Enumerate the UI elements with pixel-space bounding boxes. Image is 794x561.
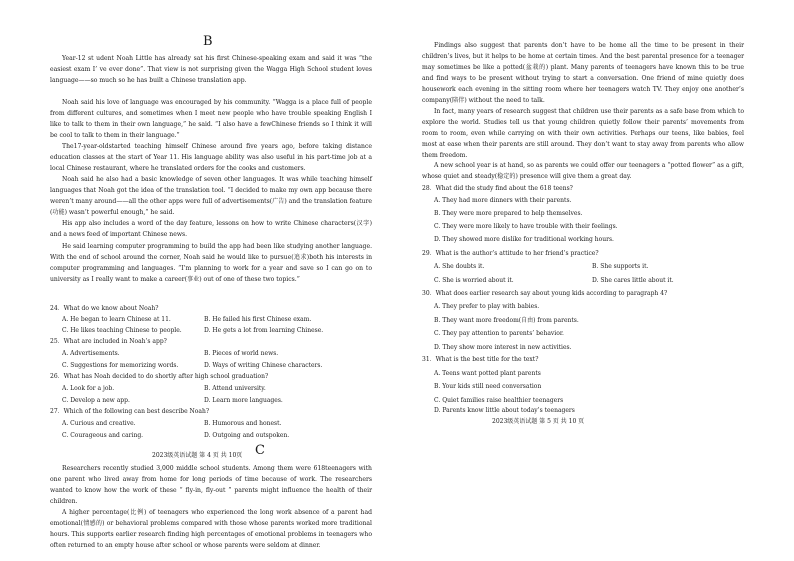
question-28: 28．What did the study find about the 618 teens?: [422, 185, 573, 192]
option[interactable]: D. Ways of writing Chinese characters.: [204, 362, 323, 369]
option[interactable]: A. They had more dinners with their parents.: [434, 197, 572, 204]
option[interactable]: C. Courageous and caring.: [62, 432, 144, 439]
option[interactable]: A. Advertisements.: [62, 350, 120, 357]
passage-c-paragraph: In fact, many years of research suggest that children use their parents as a safe base from which to explore the world. Studies tell us that young children quietly follow their parents’ movements from room to room, even while carrying on with their own activities. Perhaps our teens, like babies, feel most at ease when their parents are still around. They don’t want to stay away from parents who allow them freedom.: [422, 108, 744, 159]
question-24: 24．What do we know about Noah?: [50, 305, 159, 312]
option[interactable]: D. They showed more dislike for traditional working hours.: [434, 236, 614, 243]
option[interactable]: C. She is worried about it.: [434, 277, 514, 284]
question-27: 27．Which of the following can best describe Noah?: [50, 408, 210, 415]
option[interactable]: C. Develop a new app.: [62, 397, 130, 404]
passage-b-paragraph: Year-12 st udent Noah Little has already sat his first Chinese-speaking exam and said it was “the easiest exam I’ ve ever done”. That view is not surprising given the Wagga High School student loves language——so much so he has built a Chinese translation app.: [50, 55, 372, 84]
page-footer: 2023级英语试题 第 5 页 共 10 页: [492, 418, 585, 425]
option[interactable]: B. They were more prepared to help themselves.: [434, 210, 583, 217]
page-footer: 2023级英语试题 第 4 页 共 10页: [152, 452, 243, 459]
option[interactable]: D. Parents know little about today’s teenagers: [434, 407, 575, 414]
question-26: 26．What has Noah decided to do shortly after high school graduation?: [50, 373, 269, 380]
option[interactable]: B. He failed his first Chinese exam.: [204, 316, 312, 323]
option[interactable]: C. They were more likely to have trouble with their feelings.: [434, 223, 618, 230]
passage-c-paragraph: A new school year is at hand, so as parents we could offer our teenagers a “potted flower” as a gift, whose quiet and steady(稳定的) presence will give them a great day.: [422, 162, 744, 180]
option[interactable]: B. They want more freedom(自由) from parents.: [434, 317, 579, 324]
option[interactable]: A. Curious and creative.: [62, 420, 136, 427]
option[interactable]: A. Look for a job.: [62, 385, 115, 392]
option[interactable]: C. Suggestions for memorizing words.: [62, 362, 179, 369]
passage-b-paragraph: Noah said he also had a basic knowledge of seven other languages. It was while teaching himself languages that Noah got the idea of the translation tool. “I decided to make my own app because there weren’t many around——all the other apps were full of advertisements(广告) and the translation feature (功能) wasn’t powerful enough,” he said.: [50, 176, 372, 216]
question-25: 25．What are included in Noah’s app?: [50, 338, 167, 345]
passage-b-paragraph: Noah said his love of language was encouraged by his community. “Wagga is a place full of people from different cultures, and sometimes when I meet new people who have trouble speaking English I like to talk to them in their own language,” he said. “I also have a fewChinese friends so I think it will be cool to talk to them in their language.”: [50, 99, 372, 139]
option[interactable]: C. They pay attention to parents’ behavior.: [434, 330, 564, 337]
passage-c-paragraph: Researchers recently studied 3,000 middle school students. Among them were 618teenagers with one parent who lived away from home for long periods of time because of work. The researchers wanted to know how the work of these “ fly-in, fly-out ” parents might influence the health of their children.: [50, 465, 372, 505]
section-c-heading: C: [255, 443, 265, 458]
option[interactable]: D. They show more interest in new activities.: [434, 344, 572, 351]
option[interactable]: B. Humorous and honest.: [204, 420, 282, 427]
option[interactable]: A. Teens want potted plant parents: [434, 370, 541, 377]
option[interactable]: C. Quiet families raise healthier teenagers: [434, 397, 564, 404]
option[interactable]: D. She cares little about it.: [592, 277, 674, 284]
option[interactable]: D. Outgoing and outspoken.: [204, 432, 290, 439]
passage-b-paragraph: He said learning computer programming to build the app had been like studying another language. With the end of school around the corner, Noah said he would like to pursue(追求)both his interests in computer programming and languages. “I’m planning to work for a year and save so I can go on to university as I really want to make a career(事业) out of one of these two topics.”: [50, 243, 372, 283]
option[interactable]: A. They prefer to play with babies.: [434, 303, 540, 310]
option[interactable]: B. She supports it.: [592, 263, 649, 270]
passage-b-paragraph: His app also includes a word of the day feature, lessons on how to write Chinese characters(汉字) and a news feed of important Chinese news.: [50, 220, 372, 238]
question-31: 31．What is the best title for the text?: [422, 356, 539, 363]
option[interactable]: A. He began to learn Chinese at 11.: [62, 316, 171, 323]
option[interactable]: D. Learn more languages.: [204, 397, 283, 404]
option[interactable]: D. He gets a lot from learning Chinese.: [204, 327, 324, 334]
passage-b-paragraph: The17-year-oldstarted teaching himself Chinese around five years ago, before taking distance education classes at the start of Year 11. His language ability was also useful in his part-time job at a local Chinese restaurant, where he translated orders for the cooks and customers.: [50, 143, 372, 172]
option[interactable]: B. Attend university.: [204, 385, 266, 392]
section-b-heading: B: [203, 34, 213, 49]
option[interactable]: C. He likes teaching Chinese to people.: [62, 327, 182, 334]
question-29: 29．What is the author’s attitude to her friend’s practice?: [422, 250, 599, 257]
question-30: 30．What does earlier research say about young kids according to paragraph 4?: [422, 290, 668, 297]
passage-c-paragraph: Findings also suggest that parents don’t have to be home all the time to be present in their children’s lives, but it helps to be home at certain times. And the best parental presence for a teenager may sometimes be like a potted(盆栽的) plant. Many parents of teenagers have known this to be true and find ways to be present without trying to start a conversation. One friend of mine quietly does housework each evening in the sitting room where her teenagers watch TV. They enjoy one another’s company(陪伴) without the need to talk.: [422, 42, 744, 104]
passage-c-paragraph: A higher percentage(比例) of teenagers who experienced the long work absence of a parent had emotional(情感的) or behavioral problems compared with those whose parents worked more traditional hours. This supports earlier research finding high percentages of emotional problems in teenagers who often returned to an empty house after school or whose parents were seldom at dinner.: [50, 509, 372, 549]
option[interactable]: A. She doubts it.: [434, 263, 485, 270]
option[interactable]: B. Pieces of world news.: [204, 350, 279, 357]
option[interactable]: B. Your kids still need conversation: [434, 383, 542, 390]
